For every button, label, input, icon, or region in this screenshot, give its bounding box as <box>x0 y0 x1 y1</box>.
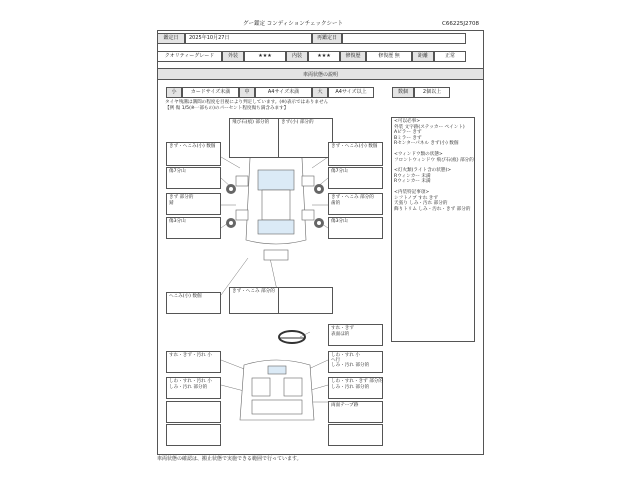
size-medium-label: 中 <box>239 87 255 98</box>
mark-box-11 <box>166 292 221 314</box>
mark-box-12 <box>229 287 284 314</box>
size-large-desc: A4サイズ以上 <box>328 87 374 98</box>
notes-line: 飾りトリム しみ・汚れ・きず 部分的 <box>394 206 471 212</box>
size-small-desc: カードサイズ未満 <box>182 87 239 98</box>
mark-label-7a: きず 部分的 <box>169 195 194 200</box>
mark-label-4: きず・へこみ(小) 数個 <box>331 144 378 149</box>
count-label: 数個 <box>392 87 414 98</box>
inspect-date-value: 2025年10月27日 <box>185 33 312 44</box>
footer-note: 車両状態の確認は、搬止状態で実施できる範囲で行っています。 <box>157 456 302 462</box>
notes-line: Rセンターパネル きず(小) 数個 <box>394 141 459 147</box>
mark-box-7 <box>166 193 221 215</box>
notes-line: <内装特記事項> <box>394 190 430 195</box>
example-note: 【例 傷 1/5(※一部もの)のパーセント程度傷ち満含みます】 <box>165 106 289 111</box>
notes-group-3 <box>394 168 451 185</box>
mark-label-17a: しわ・すれ・きず 部分的 <box>331 379 383 384</box>
mark-label-9: 傷3分山 <box>169 219 186 224</box>
mark-box-20 <box>166 424 221 446</box>
mark-box-3 <box>166 142 221 166</box>
mark-box-8 <box>328 193 383 215</box>
mark-label-17c: 両面テープ跡 <box>331 403 359 408</box>
mark-label-16a: しわ・すれ・汚れ 小 <box>169 379 212 384</box>
interior-label: 内装 <box>286 51 308 62</box>
mark-label-13b: 表面ほ的 <box>331 332 350 337</box>
mark-label-13a: すれ・きず <box>331 326 354 331</box>
mark-label-11: へこみ(小) 数個 <box>169 294 202 299</box>
mark-box-21 <box>328 424 383 446</box>
notes-panel <box>391 117 475 342</box>
mark-box-12b <box>278 287 333 314</box>
mark-box-4 <box>328 142 383 166</box>
repair-label: 修復歴 <box>340 51 366 62</box>
mark-box-19 <box>166 401 221 423</box>
mark-label-16b: しみ・汚れ 部分的 <box>169 385 208 390</box>
doc-code: C66225J2708 <box>442 21 479 27</box>
notes-line: Bミラー きず <box>394 135 422 141</box>
notes-line: 外装 文字跡(ステッカー ペイント) <box>394 124 465 130</box>
notes-line: 天張り しみ・汚れ 部分的 <box>394 201 448 207</box>
mark-label-17b: しみ・汚れ 部分的 <box>331 385 370 390</box>
mark-label-8a: きず・へこみ 部分的 <box>331 195 374 200</box>
mark-box-17 <box>328 377 383 399</box>
odometer-value: 正常 <box>434 51 466 62</box>
mark-label-12: きず・へこみ 部分的 <box>232 289 275 294</box>
notes-line: <可以必事> <box>394 119 421 124</box>
mark-box-14 <box>166 351 221 373</box>
count-value: 2個以上 <box>414 87 450 98</box>
mark-label-2: きず(小) 部分的 <box>281 120 314 125</box>
inspect-date-label: 鑑定日 <box>157 33 185 44</box>
mark-label-14: すれ・きず・汚れ 小 <box>169 353 212 358</box>
notes-line: <ウィンドウ類の状態> <box>394 152 443 157</box>
condition-title: 車両状態の説明 <box>157 68 484 80</box>
mark-label-6: 傷7分山 <box>331 169 348 174</box>
reinspect-date-label: 再鑑定日 <box>312 33 342 44</box>
mark-box-18 <box>328 401 383 423</box>
mark-label-15c: しみ・汚れ 部分的 <box>331 363 370 368</box>
repair-value: 修復歴 無 <box>366 51 412 62</box>
notes-line: Rウィンカー 未満 <box>394 179 431 185</box>
notes-line: Aピラー きず <box>394 130 422 136</box>
size-medium-desc: A4サイズ未満 <box>255 87 312 98</box>
mark-label-8b: 歯的 <box>331 201 341 206</box>
exterior-label: 外装 <box>222 51 244 62</box>
quality-grade-label: クオリティーグレード <box>157 51 222 62</box>
notes-group-1 <box>394 119 465 147</box>
mark-box-6 <box>328 167 383 189</box>
notes-line: Rウィンカー 未満 <box>394 173 431 179</box>
mark-box-5 <box>166 167 221 189</box>
mark-box-1 <box>229 118 284 158</box>
notes-line: <灯火類(ライト含の状態)> <box>394 168 452 173</box>
tire-note: タイヤ残溝は溝間の程度を目視により判定しています。(※)表示ではありません <box>165 100 329 105</box>
mark-box-10 <box>328 217 383 239</box>
notes-line: フロントウィンドウ 飛び石(痕) 部分的 <box>394 157 474 163</box>
mark-box-13 <box>328 324 383 346</box>
mark-box-15 <box>328 351 383 373</box>
odometer-label: 距離 <box>412 51 434 62</box>
doc-title: グー鑑定 コンディションチェックシート <box>243 21 344 27</box>
notes-group-4 <box>394 190 470 212</box>
mark-box-16 <box>166 377 221 399</box>
mark-label-7b: 錆 <box>169 201 174 206</box>
exterior-value: ★★★ <box>244 51 286 62</box>
interior-value: ★★★ <box>308 51 340 62</box>
mark-box-2 <box>278 118 333 158</box>
mark-label-1: 飛び石(痕) 部分的 <box>232 120 270 125</box>
size-large-label: 大 <box>312 87 328 98</box>
mark-label-3: きず・へこみ(小) 数個 <box>169 144 216 149</box>
mark-label-15b: へ行 <box>331 358 341 363</box>
notes-group-2 <box>394 152 474 163</box>
size-small-label: 小 <box>166 87 182 98</box>
mark-box-9 <box>166 217 221 239</box>
notes-line: シフトノブ すれ きず <box>394 195 438 201</box>
mark-label-10: 傷3分山 <box>331 219 348 224</box>
mark-label-5: 傷7分山 <box>169 169 186 174</box>
mark-label-15a: しわ・すれ 小 <box>331 353 361 358</box>
